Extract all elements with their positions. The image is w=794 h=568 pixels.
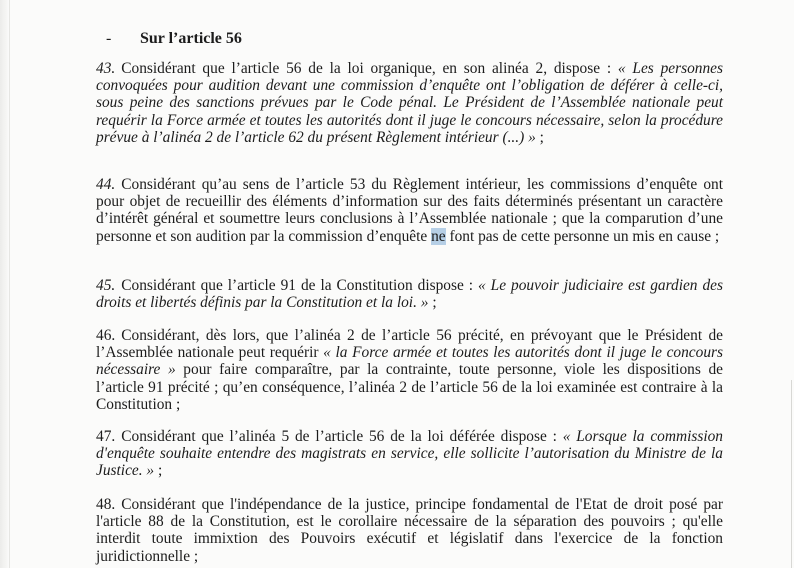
paragraph-text: Considérant que l’alinéa 5 de l’article 56 de la loi déférée dispose : [121, 428, 563, 445]
section-heading [106, 30, 242, 48]
paragraph-text: Considérant que l'indépendance de la justice, principe fondamental de l'Etat de droit posé par l'article 88 de la Constitution, est le corollaire nécessaire de la séparation des pouvoirs ; qu'elle interdit toute immixtion des Pouvoirs exécutif et législatif dans l'exercice de la fonction juridictionnelle ; [96, 496, 723, 565]
page-edge-line [791, 380, 792, 568]
paragraph-text: ; [154, 462, 163, 480]
paragraph-number: 46. [96, 327, 116, 344]
selected-text[interactable]: ne [431, 227, 446, 245]
paragraph-text: Considérant que l’article 56 de la loi organique, en son alinéa 2, dispose : [121, 60, 618, 77]
paragraph-text: ; [535, 128, 544, 146]
paragraph-46 [96, 327, 723, 413]
paragraph-47 [96, 428, 723, 480]
paragraph-text: pour faire comparaître, par la contrainte, toute personne, viole les dispositions de l’article 91 précité ; qu’en conséquence, l’alinéa 2 de l’article 56 de la loi examinée est contraire à la Constitution ; [96, 361, 723, 413]
paragraph-44 [96, 176, 723, 245]
paragraph-43 [96, 60, 723, 146]
paragraph-number: 43. [96, 60, 116, 77]
paragraph-45 [96, 277, 723, 311]
paragraph-number: 48. [96, 496, 116, 513]
page-edge-shadow [0, 0, 10, 568]
quoted-text: « Le pouvoir judiciaire est gardien des droits et libertés définis par la Constitution et la loi. » [96, 277, 723, 312]
quoted-text: « la Force armée et toutes les autorités dont il juge le concours nécessaire » [96, 344, 723, 379]
quoted-text: « Lorsque la commission d'enquête souhaite entendre des magistrats en service, elle sollicite l’autorisation du Ministre de la Justice. » [96, 428, 723, 480]
paragraph-48 [96, 496, 723, 565]
paragraph-text: font pas de cette personne un mis en cause ; [445, 227, 720, 245]
paragraph-text: Considérant qu’au sens de l’article 53 du Règlement intérieur, les commissions d’enquête ont pour objet de recueillir des éléments d’information sur des faits déterminés présentant un caractère d’intérêt général et soumettre leurs conclusions à l’Assemblée nationale ; que la comparution d’une personne et son audition par la commission d’enquête [96, 176, 723, 245]
paragraph-text: Considérant, dès lors, que l’alinéa 2 de l’article 56 précité, en prévoyant que le Président de l’Assemblée nationale peut requérir [96, 327, 723, 362]
paragraph-text: Considérant que l’article 91 de la Constitution dispose : [121, 277, 479, 294]
paragraph-number: 44. [96, 176, 116, 193]
paragraph-text: ; [428, 294, 437, 312]
paragraph-number: 47. [96, 428, 116, 445]
paragraph-number: 45. [96, 277, 116, 294]
quoted-text: « Les personnes convoquées pour audition devant une commission d’enquête ont l’obligation de déférer à celle-ci, sous peine des sanctions prévues par le Code pénal. Le Président de l’Assemblée nationale peut requérir la Force armée et toutes les autorités dont il juge le concours nécessaire, selon la procédure prévue à l’alinéa 2 de l’article 62 du présent Règlement intérieur (...) » [96, 60, 723, 146]
heading-dash: - [106, 30, 112, 47]
heading-title: Sur l’article 56 [140, 30, 242, 47]
